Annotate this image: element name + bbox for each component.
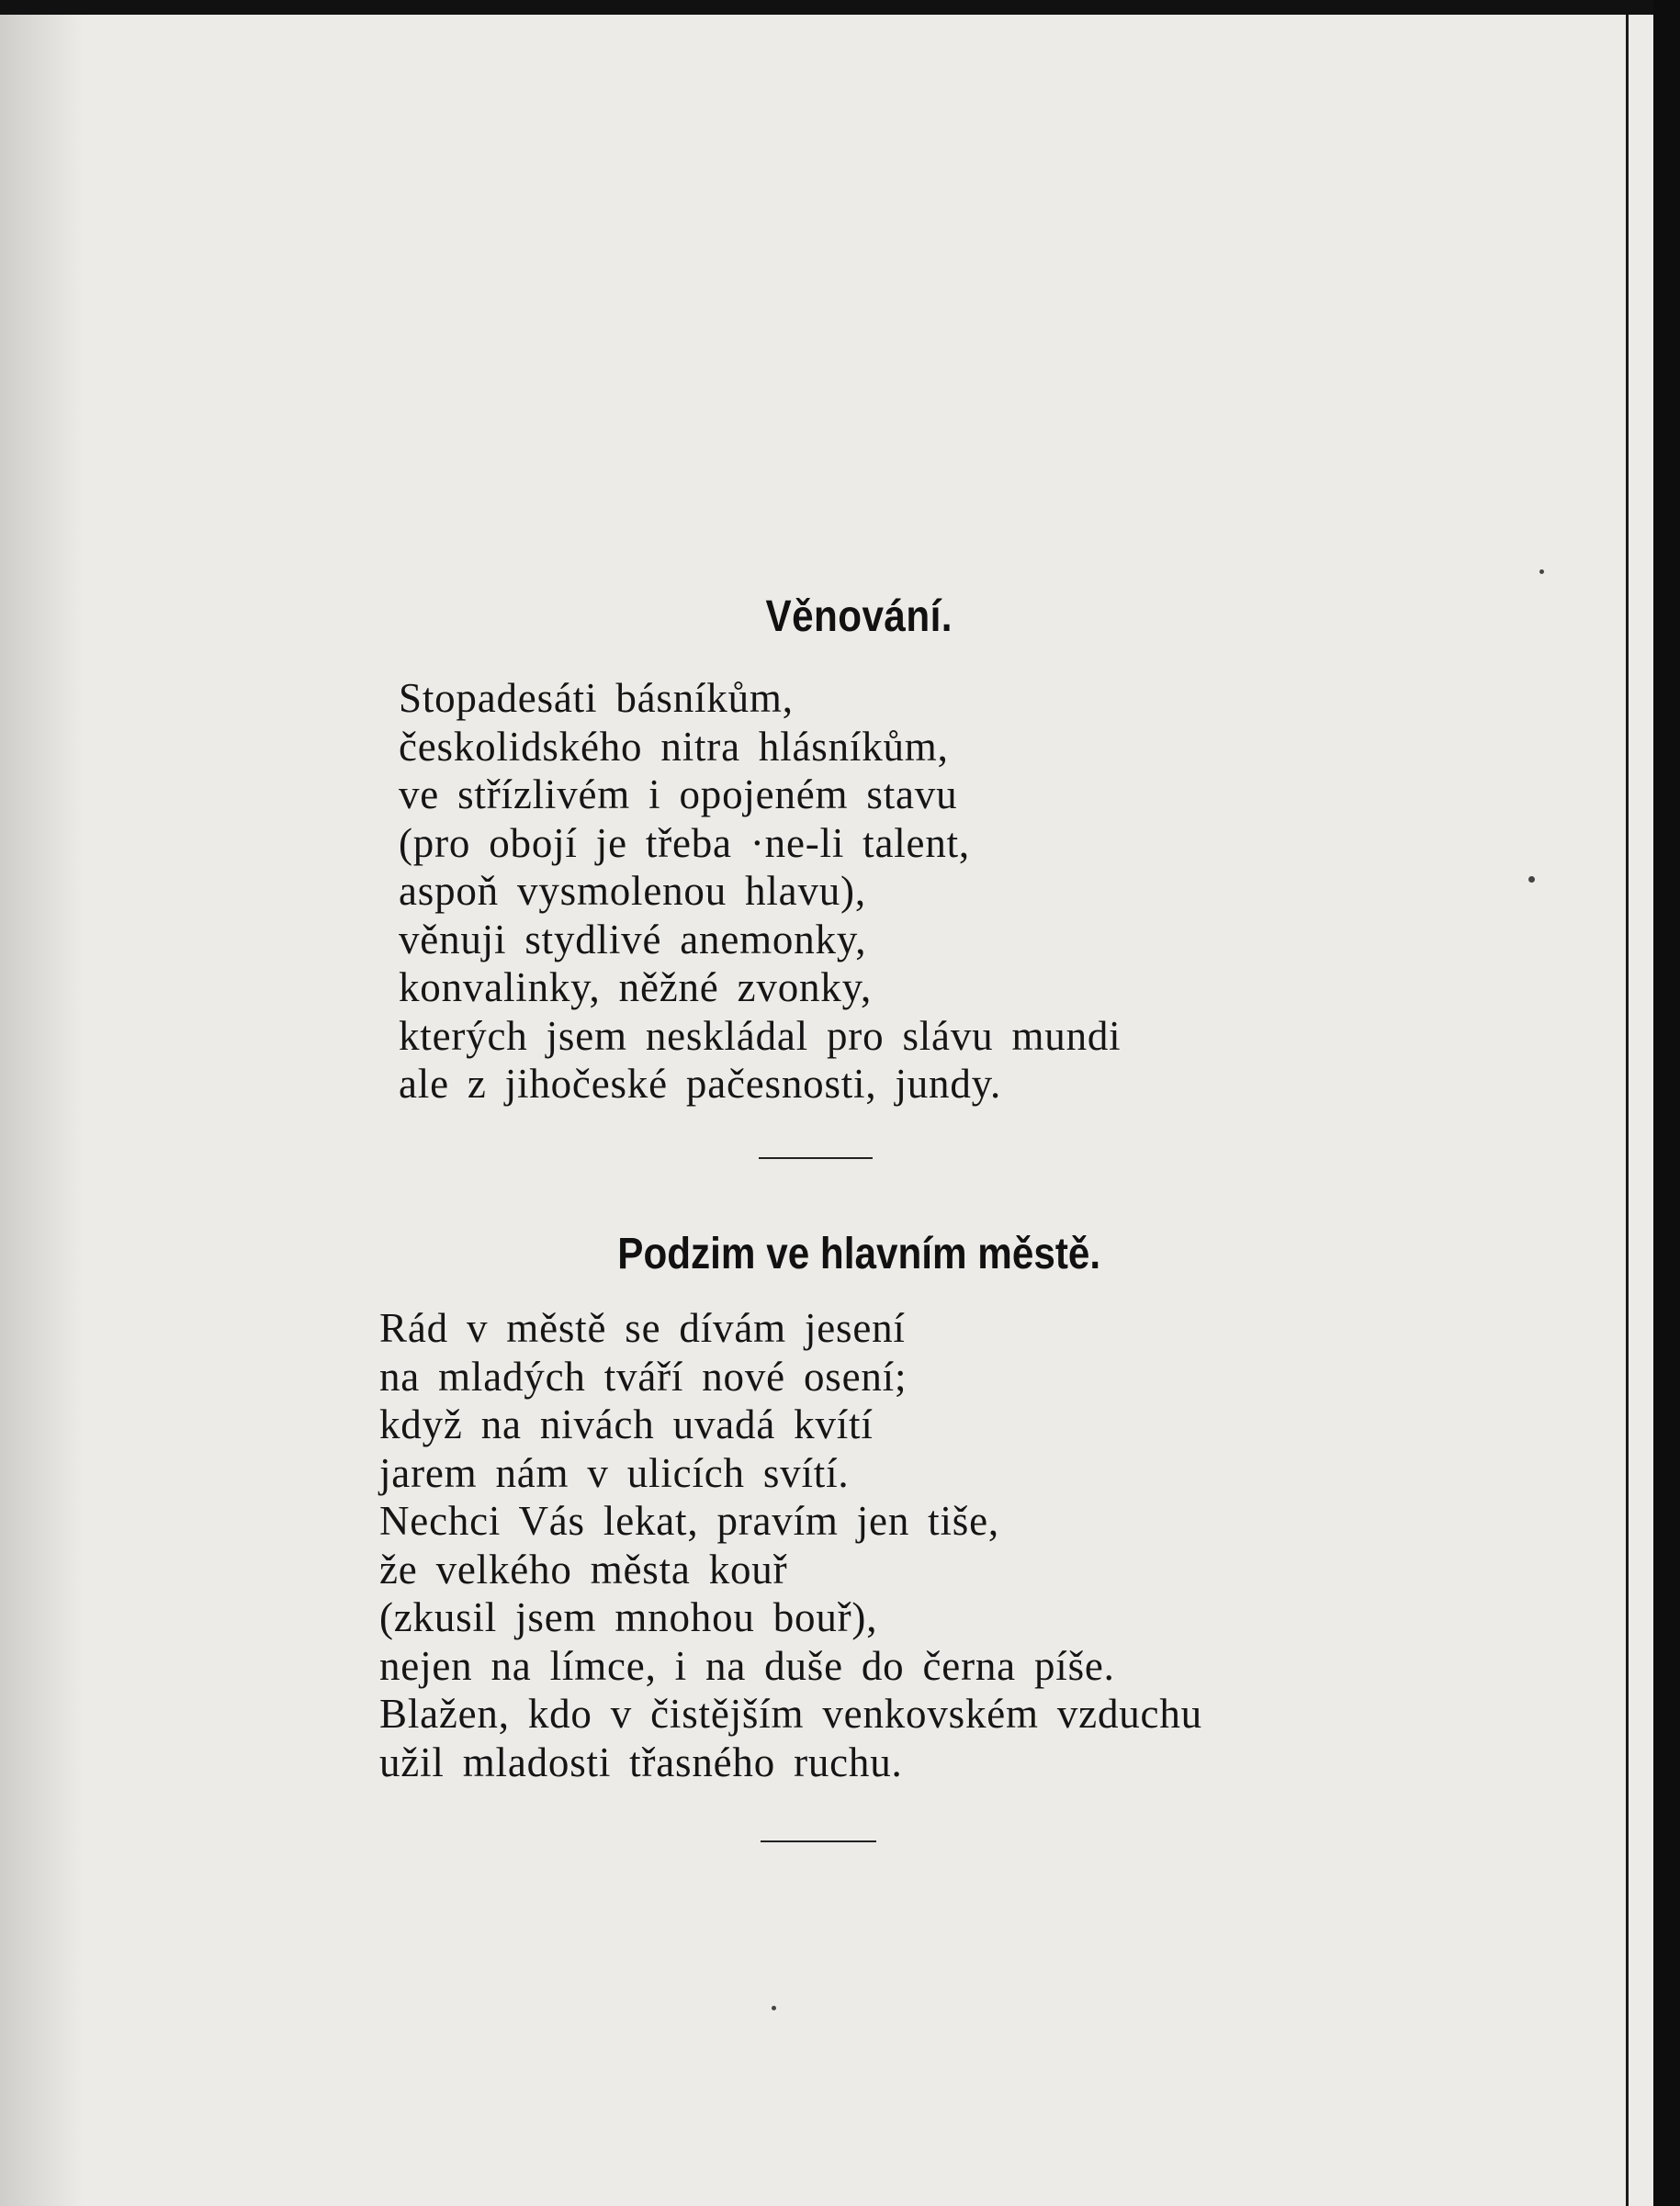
poem-line: ve střízlivém i opojeném stavu (399, 771, 958, 817)
poem-line: (pro obojí je třeba ·ne-li talent, (399, 819, 970, 866)
poem-line: na mladých tváří nové osení; (379, 1353, 908, 1400)
poem-title-venovani: Věnování. (765, 592, 953, 641)
poem-line: Nechci Vás lekat, pravím jen tiše, (379, 1498, 999, 1544)
poem-line: konvalinky, něžné zvonky, (399, 964, 873, 1010)
poem-body-venovani (399, 674, 1122, 1109)
poem-line: ale z jihočeské pačesnosti, jundy. (399, 1061, 1002, 1107)
poem-line: aspoň vysmolenou hlavu), (399, 868, 866, 914)
poem-line: (zkusil jsem mnohou bouř), (379, 1594, 878, 1640)
poem-line: Blažen, kdo v čistějším venkovském vzduchu (379, 1691, 1202, 1737)
poem-title-podzim: Podzim ve hlavním městě. (617, 1230, 1101, 1278)
poem-line: jarem nám v ulicích svítí. (379, 1449, 850, 1496)
print-speck (1539, 569, 1544, 574)
poem-line: českolidského nitra hlásníkům, (399, 723, 949, 770)
scan-border (1653, 0, 1680, 2206)
page-edge-line (1626, 15, 1629, 2206)
poem-line: věnuji stydlivé anemonky, (399, 916, 867, 962)
poem-line: nejen na límce, i na duše do černa píše. (379, 1642, 1115, 1689)
print-speck (772, 2006, 776, 2010)
poem-line: Rád v městě se dívám jesení (379, 1305, 906, 1351)
poem-line: že velkého města kouř (379, 1546, 788, 1593)
poem-body-podzim (379, 1304, 1202, 1786)
section-divider (761, 1840, 876, 1842)
poem-line: užil mladosti třasného ruchu. (379, 1739, 903, 1785)
print-speck (1528, 876, 1535, 883)
poem-line: Stopadesáti básníkům, (399, 675, 794, 721)
section-divider (759, 1157, 873, 1159)
poem-line: když na nivách uvadá kvítí (379, 1401, 874, 1447)
poem-line: kterých jsem neskládal pro slávu mundi (399, 1012, 1122, 1059)
